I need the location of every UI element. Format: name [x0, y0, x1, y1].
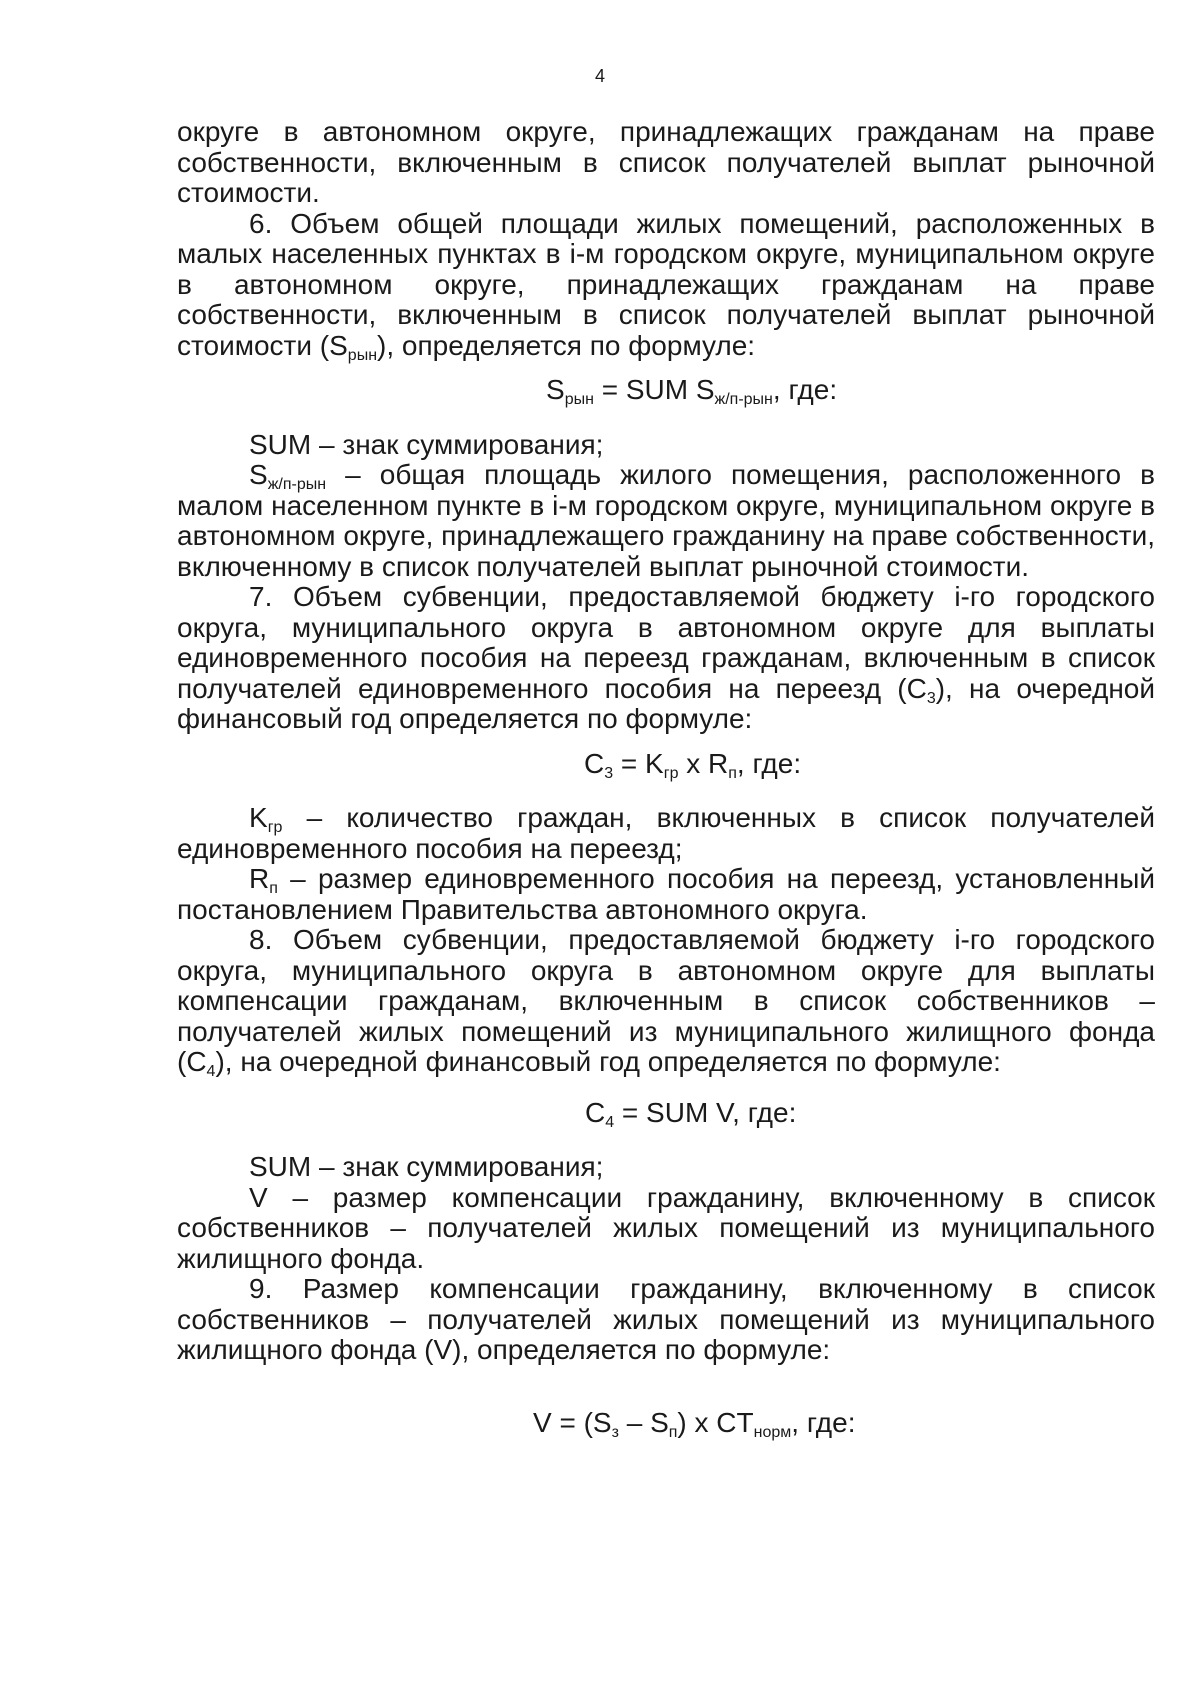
formula-symbol: S [546, 374, 565, 405]
definition-s-zhp-ryn [177, 460, 1155, 582]
formula-text: ) x CT [677, 1406, 754, 1438]
paragraph-6-text: 6. Объем общей площади жилых помещений, расположенных в малых населенных пунктах в i-м городском округе, муниципальном округе в автономном округе, принадлежащих гражданам на праве собственности, включенным в список получателей выплат рыночной стоимости (S [177, 207, 1155, 361]
subscript: ж/п-рын [267, 476, 327, 493]
formula-symbol: C [585, 1096, 606, 1128]
paragraph-8 [177, 925, 1155, 1078]
definition-k-gr [177, 803, 1155, 864]
subscript: ж/п-рын [714, 391, 773, 408]
definition-r-p [177, 864, 1155, 925]
formula-text: x R [678, 747, 729, 779]
paragraph-8-tail: ), на очередной финансовый год определяется по формуле: [215, 1046, 1001, 1077]
formula-text: = K [613, 747, 664, 779]
subscript: гр [663, 764, 679, 782]
subscript: 4 [605, 1113, 615, 1131]
subscript: 4 [206, 1063, 216, 1080]
formula-text: – S [618, 1406, 669, 1438]
subscript: гр [267, 819, 283, 836]
paragraph-5-continued: округе в автономном округе, принадлежащих гражданам на праве собственности, включенным в список получателей выплат рыночной стоимости. [177, 116, 1155, 208]
formula-c3 [177, 749, 1155, 780]
subscript: 3 [604, 764, 614, 782]
paragraph-8-text: 8. Объем субвенции, предоставляемой бюджету i-го городского округа, муниципального округа в автономном округе для выплаты компенсации гражданам, включенным в список собственников – получателей жилых помещений из муниципального жилищного фонда (C [177, 924, 1155, 1077]
formula-text: , где: [772, 374, 838, 405]
formula-text: = SUM V, где: [614, 1096, 797, 1128]
paragraph-9: 9. Размер компенсации гражданину, включенному в список собственников – получателей жилых помещений из муниципального жилищного фонда (V), определяется по формуле: [177, 1273, 1155, 1365]
definition-sum-2: SUM – знак суммирования; [249, 1151, 604, 1182]
paragraph-7-tail: ), на очередной финансовый год определяется по формуле: [177, 672, 1155, 734]
subscript: рын [564, 391, 594, 408]
paragraph-6 [177, 209, 1155, 362]
formula-text: V = (S [533, 1406, 612, 1438]
subscript: п [728, 764, 737, 782]
subscript: рын [347, 346, 378, 364]
subscript: норм [753, 1423, 792, 1441]
paragraph-7-text: 7. Объем субвенции, предоставляемой бюджету i-го городского округа, муниципального округа в автономном округе для выплаты единовременного пособия на переезд гражданам, включенным в список получателей единовременного пособия на переезд (C [177, 581, 1155, 704]
definition-sum: SUM – знак суммирования; [249, 428, 604, 460]
formula-text: , где: [791, 1406, 856, 1438]
definition-text: – количество граждан, включенных в список получателей единовременного пособия на переезд; [177, 802, 1155, 864]
definition-symbol: K [249, 802, 268, 833]
formula-text: , где: [736, 747, 802, 779]
page-number: 4 [594, 66, 605, 86]
subscript: п [269, 880, 278, 897]
definition-v: V – размер компенсации гражданину, включенному в список собственников – получателей жилых помещений из муниципального жилищного фонда. [177, 1181, 1155, 1274]
definition-text: – размер единовременного пособия на переезд, установленный постановлением Правительства автономного округа. [177, 863, 1155, 925]
paragraph-7 [177, 582, 1155, 735]
definition-symbol: S [249, 459, 268, 490]
formula-c4 [177, 1098, 1155, 1129]
subscript: п [668, 1423, 678, 1441]
definition-text: – общая площадь жилого помещения, расположенного в малом населенном пункте в i-м городском округе, муниципальном округе в автономном округе, принадлежащего гражданину на праве собственности, включенному в список получателей выплат рыночной стоимости. [177, 459, 1155, 582]
formula-text: = SUM S [593, 374, 715, 405]
subscript: з [611, 1423, 619, 1441]
formula-symbol: C [584, 747, 605, 779]
formula-v [177, 1408, 1155, 1439]
subscript: 3 [926, 689, 936, 707]
document-body [177, 116, 1155, 1441]
paragraph-6-tail: ), определяется по формуле: [377, 329, 756, 361]
definition-symbol: R [249, 863, 270, 894]
formula-s-ryn [177, 375, 1155, 406]
